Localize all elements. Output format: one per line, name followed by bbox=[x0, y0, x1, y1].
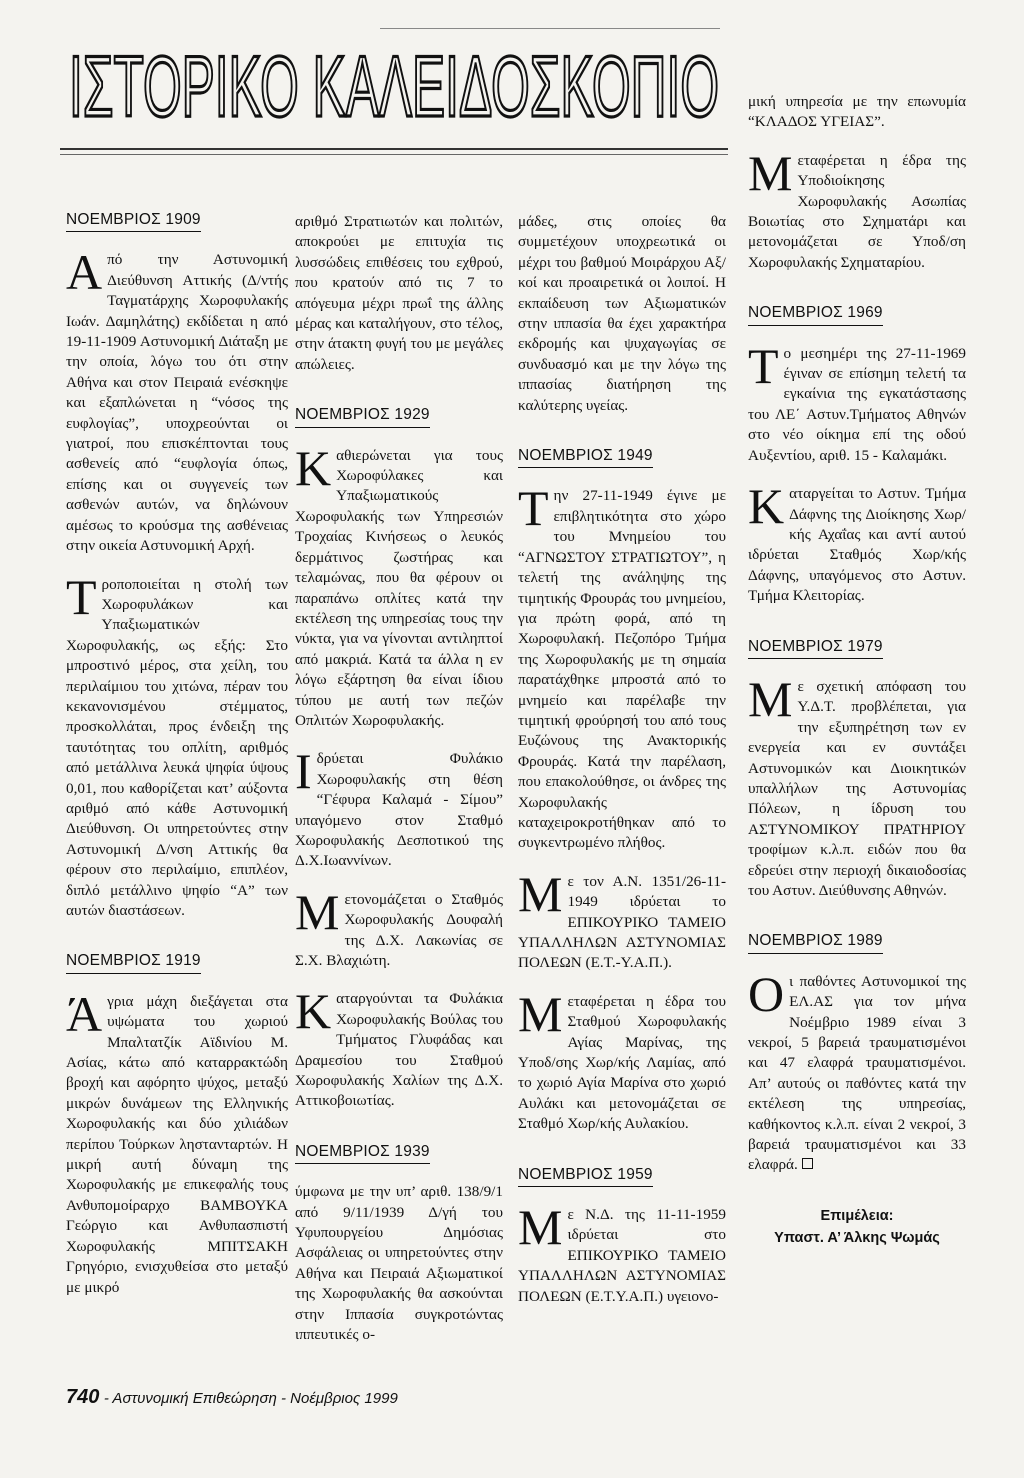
section-heading-1949: ΝΟΕΜΒΡΙΟΣ 1949 bbox=[518, 446, 653, 468]
masthead-logo bbox=[60, 38, 728, 138]
paragraph-text: αταργούνται τα Φυλάκια Χωροφυλακής Βούλας του Τμήματος Γλυφάδας και Δραμεσίου του Σταθμού Χωροφυλακής Χαλίων της Δ.Χ. Αττικοβοιωτίας. bbox=[295, 990, 503, 1110]
masthead-rule-thin bbox=[60, 154, 728, 155]
paragraph-1939-cont: μάδες, στις οποίες θα συμμετέχουν υποχρεωτικά οι μέχρι του βαθμού Μοιράρχου Αξ/κοί και προαιρετικά οι λοιποί. Η εκπαίδευση των Αξιωματικών στην ιππασία θα έχει χαρακτήρα εκδρομής και ψυχαγωγίας σε συνδυασμό και με την λόγω της ιππασίας διατήρηση της καλύτερης υγείας. bbox=[518, 213, 726, 414]
drop-cap: Μ bbox=[295, 883, 340, 940]
paragraph-text: ε τον Α.Ν. 1351/26-11-1949 ιδρύεται το ΕΠΙΚΟΥΡΙΚΟ ΤΑΜΕΙΟ ΥΠΑΛΛΗΛΩΝ ΑΣΤΥΝΟΜΙΑΣ ΠΟΛΕΩΝ (Ε.Τ.-Υ.Α.Π.). bbox=[518, 872, 726, 972]
paragraph-1959-1 bbox=[518, 1199, 726, 1307]
paragraph-1909-2 bbox=[66, 568, 288, 922]
paragraph-text: αθιερώνεται για τους Χωροφύλακες και Υπαξιωματικούς Χωροφυλακής των Υπηρεσιών Τροχαίας Κινήσεως ο λευκός δερμάτινος ζωστήρας και τελαμώνας, που θα φέρουν οι παραπάνω οπλίτες κατά την εκτέλεση της υπηρεσίας τους την νύκτα, για να γίνονται αντιληπτοί από μακριά. Κατά τα άλλα η εν λόγω εξάρτηση θα είναι ίδιου τύπου με αυτή των πεζών Οπλιτών Χωροφυλακής. bbox=[295, 446, 503, 729]
paragraph-1919-1 bbox=[66, 985, 288, 1298]
paragraph-text: ε Ν.Δ. της 11-11-1959 ιδρύεται στο ΕΠΙΚΟΥΡΙΚΟ ΤΑΜΕΙΟ ΥΠΑΛΛΗΛΩΝ ΑΣΤΥΝΟΜΙΑΣ ΠΟΛΕΩΝ (Ε.Τ.Υ.Α.Π.) υγειονο- bbox=[518, 1206, 726, 1305]
end-of-article-mark bbox=[802, 1158, 813, 1169]
drop-cap: Ι bbox=[295, 743, 312, 800]
drop-cap: Μ bbox=[518, 985, 563, 1042]
paragraph-1959-cont: μική υπηρεσία με την επωνυμία “ΚΛΑΔΟΣ ΥΓΕΙΑΣ”. bbox=[748, 93, 966, 131]
drop-cap: Κ bbox=[295, 983, 332, 1040]
paragraph-text: εταφέρεται η έδρα του Σταθμού Χωροφυλακής Αγίας Μαρίνας, της Υποδ/σης Χωρ/κής Λαμίας, από το χωριό Αγία Μαρίνα στο χωριό Αυλάκι και μετονομάζεται σε Σταθμό Χωρ/κής Αυλακίου. bbox=[518, 992, 726, 1133]
section-heading-1959: ΝΟΕΜΒΡΙΟΣ 1959 bbox=[518, 1165, 653, 1187]
drop-cap: Κ bbox=[295, 439, 332, 496]
drop-cap: Μ bbox=[748, 670, 793, 727]
paragraph-1949-1 bbox=[518, 480, 726, 853]
drop-cap: Ο bbox=[748, 965, 785, 1022]
paragraph-1949-2 bbox=[518, 865, 726, 974]
section-heading-1979: ΝΟΕΜΒΡΙΟΣ 1979 bbox=[748, 637, 883, 659]
drop-cap: Τ bbox=[518, 480, 549, 537]
section-heading-1969: ΝΟΕΜΒΡΙΟΣ 1969 bbox=[748, 303, 883, 325]
paragraph-1919-cont: αριθμό Στρατιωτών και πολιτών, αποκρούει με επιτυχία τις λυσσώδεις επιθέσεις του εχθρού, που κρατούν από τις 7 το απόγευμα μέχρι πρωΐ της άλλης μέρας και καταλήγουν, στο τέλος, στην άτακτη φυγή του με μεγάλες απώλειες. bbox=[295, 213, 503, 373]
paragraph-1939-1: ύμφωνα με την υπ’ αριθ. 138/9/1 από 9/11/1939 Δ/γή του Υφυπουργείου Δημόσιας Ασφάλειας οι υπηρετούντες στην Αθήνα και Πειραιά Αξιωματικοί της Χωροφυλακής θα ασκούνται στην Ιππασία συγκροτώντας ιππευτικές ο- bbox=[295, 1183, 503, 1344]
paragraph-1969-1 bbox=[748, 337, 966, 466]
paragraph-1979-1 bbox=[748, 670, 966, 901]
page-number: 740 bbox=[66, 1386, 100, 1408]
masthead-rule bbox=[60, 148, 728, 150]
paragraph-1929-3 bbox=[295, 883, 503, 972]
editor-name: Υπαστ. Α’ Άλκης Ψωμάς bbox=[774, 1230, 940, 1247]
section-heading-1929: ΝΟΕΜΒΡΙΟΣ 1929 bbox=[295, 405, 430, 427]
paragraph-text: ι παθόντες Αστυνομικοί της ΕΛ.ΑΣ για τον μήνα Νοέμβριο 1989 είναι 3 νεκροί, 5 βαρειά τραυματισμένοι και 47 ελαφρά τραυματισμένοι. Απ’ αυτούς οι παθόντες κατά την εκτέλεση της υπηρεσίας, καθήκοντος κ.λ.π. είναι 2 νεκροί, 3 βαρειά τραυματισμένοι και 33 ελαφρά. bbox=[748, 972, 966, 1174]
paragraph-text: γρια μάχη διεξάγεται στα υψώματα του χωριού Μπαλτατζίκ Αϊδινίου Μ. Ασίας, κάτω από καταρρακτώδη βροχή και αφόρητο ψύχος, μεταξύ μικρών δυνάμεων της Ελληνικής Χωροφυλακής και δύο χιλιάδων περίπου Τούρκων ληστανταρτών. Η μικρή αυτή δύναμη της Χωροφυλακής με επικεφαλής τους Ανθυπομοίραρχο ΒΑΜΒΟΥΚΑ Γεώργιο και Ανθυπασπιστή Χωροφυλακής ΜΠΙΤΣΑΚΗ Γρηγόριο, ενισχυθείσα στο μεταξύ με μικρό bbox=[66, 992, 288, 1296]
section-heading-1909: ΝΟΕΜΒΡΙΟΣ 1909 bbox=[66, 210, 201, 232]
editor-label: Επιμέλεια: bbox=[820, 1207, 894, 1224]
paragraph-1969-2 bbox=[748, 478, 966, 606]
drop-cap: Ά bbox=[66, 985, 103, 1042]
paragraph-1929-2 bbox=[295, 743, 503, 871]
drop-cap: Μ bbox=[518, 865, 563, 922]
column-1 bbox=[66, 210, 288, 1298]
paragraph-text: εταφέρεται η έδρα της Υποδιοίκησης Χωροφυλακής Ασωπίας Βοιωτίας στο Σχηματάρι και μετονομάζεται σε Υποδ/ση Χωροφυλακής Σχηματαρίου. bbox=[748, 151, 966, 271]
paragraph-text: ε σχετική απόφαση του Υ.Δ.Τ. προβλέπεται, για την εξυπηρέτηση των εν ενεργεία και εν συντάξει Αστυνομικών και Διοικητικών υπαλλήλων της Αστυνομίας Πόλεων, η ίδρυση του ΑΣΤΥΝΟΜΙΚΟΥ ΠΡΑΤΗΡΙΟΥ τροφίμων κ.λ.π. ειδών που θα εδρεύει στην περιοχή δικαιοδοσίας του Αστυν. Διεύθυνσης Αθηνών. bbox=[748, 677, 966, 899]
masthead bbox=[60, 38, 728, 138]
paragraph-1989-1 bbox=[748, 965, 966, 1176]
column-4 bbox=[748, 92, 966, 1249]
drop-cap: Κ bbox=[748, 478, 785, 535]
footer-text: - Αστυνομική Επιθεώρηση - Νοέμβριος 1999 bbox=[103, 1390, 398, 1407]
drop-cap: Α bbox=[66, 244, 103, 301]
drop-cap: Μ bbox=[518, 1199, 563, 1256]
paragraph-1929-1 bbox=[295, 439, 503, 732]
paragraph-1909-1 bbox=[66, 244, 288, 556]
column-2 bbox=[295, 212, 503, 1346]
paragraph-1949-3 bbox=[518, 985, 726, 1135]
column-3 bbox=[518, 212, 726, 1307]
drop-cap: Τ bbox=[66, 568, 97, 625]
paragraph-text: ετονομάζεται ο Σταθμός Χωροφυλακής Δουφαλή της Δ.Χ. Λακωνίας σε Σ.Χ. Βλαχιώτη. bbox=[295, 890, 503, 969]
paragraph-text: πό την Αστυνομική Διεύθυνση Αττικής (Δ/ντής Ταγματάρχης Χωροφυλακής Ιωάν. Δαμηλάτης) εκδίδεται η από 19-11-1909 Αστυνομική Διάταξη με την οποία, λόγω του ότι στην Αθήνα και στον Πειραιά ενέσκηψε και εξαπλώνεται η “νόσος της ευφλογίας”, υποχρεούνται οι γιατροί, που επισκέπτονται τους ασθενείς από “ευφλογία όπως, επίσης και οι συγγενείς των ασθενών αυτών, να δηλώνουν αμέσως το κρούσμα της ασθένειας στην οικεία Αστυνομική Αρχή. bbox=[66, 251, 288, 555]
drop-cap: Μ bbox=[748, 144, 793, 201]
paragraph-text: δρύεται Φυλάκιο Χωροφυλακής στη θέση “Γέφυρα Καλαμά - Σίμου” υπαγόμενο στον Σταθμό Χωροφυλακής Δεσποτικού της Δ.Χ.Ιωαννίνων. bbox=[295, 750, 503, 870]
drop-cap: Τ bbox=[748, 337, 779, 394]
top-rule bbox=[380, 28, 720, 29]
paragraph-text: ροποποιείται η στολή των Χωροφυλάκων και Υπαξιωματικών Χωροφυλακής, ως εξής: Στο μπροστινό μέρος, στα χείλη, του περιλαίμιου του χιτώνα, πέραν του κεκανονισμένου στέμματος, προσκολλάται, προς ένδειξη της ταυτότητας του οπλίτη, αριθμός από μετάλλινα λευκά ψηφία ύψους 0,01, που καθορίζεται κατ’ αύξοντα αριθμό από κάθε Αστυνομική Διεύθυνση. Οι υπηρετούντες στην Αστυνομική Δ/νση Αττικής θα φέρουν στο περιλαίμιο, επιπλέον, διπλό μετάλλινο ψηφίο “Α” των αυτών διαστάσεων. bbox=[66, 575, 288, 919]
section-heading-1939: ΝΟΕΜΒΡΙΟΣ 1939 bbox=[295, 1142, 430, 1164]
paragraph-1959-2 bbox=[748, 144, 966, 273]
paragraph-1929-4 bbox=[295, 983, 503, 1111]
page-footer bbox=[66, 1386, 398, 1409]
section-heading-1919: ΝΟΕΜΒΡΙΟΣ 1919 bbox=[66, 951, 201, 973]
section-heading-1989: ΝΟΕΜΒΡΙΟΣ 1989 bbox=[748, 931, 883, 953]
paragraph-text: ην 27-11-1949 έγινε με επιβλητικότητα στο χώρο του Μνημείου του “ΑΓΝΩΣΤΟΥ ΣΤΡΑΤΙΩΤΟΥ”, η τελετή της ανάληψης της τιμητικής Φρουράς του μνημείου, για πρώτη φορά, από τη Χωροφυλακή. Πεζοπόρο Τμήμα της Χωροφυλακής με τη σημαία παρατάχθηκε μπροστά από το μνημείο και παρέλαβε την τιμητική φρούρησή του από τους Ευζώνους της Ανακτορικής Φρουράς. Κατά την παρέλαση, που επακολούθησε, οι άνδρες της Χωροφυλακής καταχειροκροτήθηκαν από το συγκεντρωμένο πλήθος. bbox=[518, 487, 726, 852]
paragraph-text: ο μεσημέρι της 27-11-1969 έγιναν σε επίσημη τελετή τα εγκαίνια της εγκατάστασης του ΛΕ΄ Αστυν.Τμήματος Αθηνών στο νέο οίκημα επί της οδού Αυξεντίου, αριθ. 15 - Καλαμάκι. bbox=[748, 344, 966, 464]
paragraph-text: αταργείται το Αστυν. Τμήμα Δάφνης της Διοίκησης Χωρ/κής Αχαΐας και αντί αυτού ιδρύεται Σταθμός Χωρ/κής Δάφνης, υπαγόμενος στο Αστυν. Τμήμα Κλειτορίας. bbox=[748, 485, 966, 605]
masthead-title: ΙΣΤΟΡΙΚΟ ΚΑΛΕΙΔΟΣΚΟΠΙΟ bbox=[69, 39, 719, 135]
